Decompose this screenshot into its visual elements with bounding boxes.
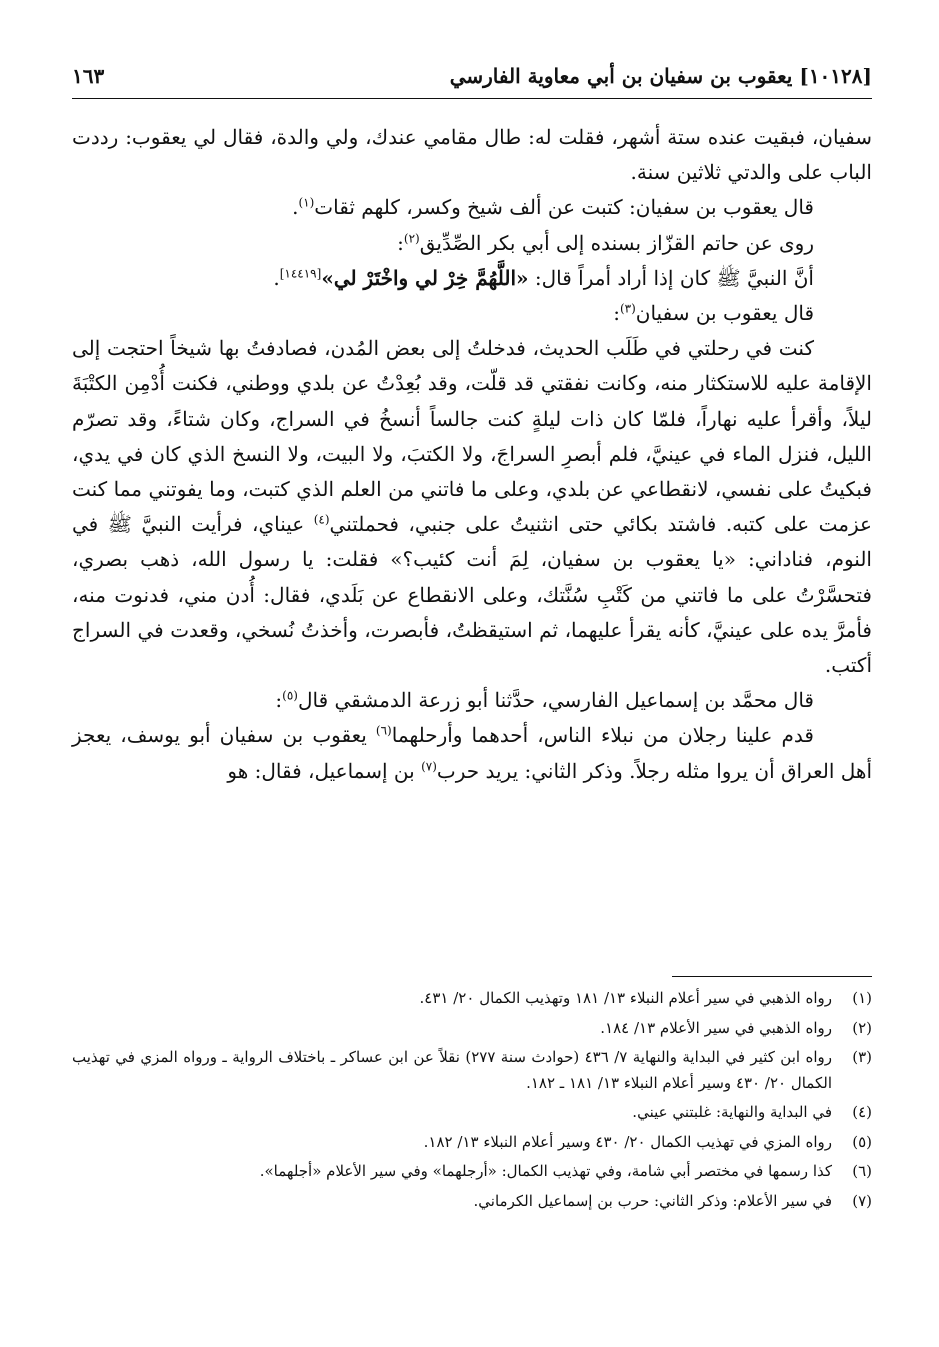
footnote-marker-1[interactable]: (١) bbox=[298, 195, 315, 210]
paragraph-4 bbox=[72, 261, 872, 296]
footnote-text: رواه الذهبي في سير الأعلام ١٣/ ١٨٤. bbox=[600, 1018, 832, 1037]
footnote-marker-4[interactable]: (٤) bbox=[313, 512, 330, 527]
footnote-item bbox=[72, 1045, 872, 1096]
footnote-text: رواه الذهبي في سير أعلام النبلاء ١٣/ ١٨١ وتهذيب الكمال ٢٠/ ٤٣١. bbox=[419, 989, 832, 1007]
paragraph-3-end: : bbox=[397, 230, 404, 255]
footnote-text: في سير الأعلام: وذكر الثاني: حرب بن إسماعيل الكرماني. bbox=[473, 1191, 832, 1210]
paragraph-6 bbox=[72, 331, 872, 683]
paragraph-4-end: . bbox=[273, 265, 280, 290]
footnote-number: (٦) bbox=[852, 1162, 872, 1180]
footnote-item bbox=[72, 1016, 872, 1042]
footnote-marker-3[interactable]: (٣) bbox=[619, 301, 636, 316]
page-number: ١٦٣ bbox=[72, 64, 105, 88]
footnote-text: رواه المزي في تهذيب الكمال ٢٠/ ٤٣٠ وسير أعلام النبلاء ١٣/ ١٨٢. bbox=[423, 1132, 832, 1151]
footnote-marker-7[interactable]: (٧) bbox=[421, 759, 437, 773]
paragraph-5-text: قال يعقوب بن سفيان bbox=[635, 301, 814, 326]
paragraph-2-end: . bbox=[292, 195, 299, 220]
footnote-marker-2[interactable]: (٢) bbox=[403, 230, 420, 245]
paragraph-8-part3: بن إسماعيل، فقال: هو bbox=[227, 758, 422, 783]
paragraph-2 bbox=[72, 190, 872, 225]
paragraph-8-part1: قدم علينا رجلان من نبلاء الناس، أحدهما وأرحلهما bbox=[391, 723, 814, 748]
footnote-item bbox=[72, 1100, 872, 1126]
footnote-item bbox=[72, 1189, 872, 1215]
paragraph-6-part2: عيناي، فرأيت النبيَّ ﷺ في النوم، فناداني: «يا يعقوب بن سفيان، لِمَ أنت كئيب؟» فقلت: يا رسول الله، ذهب بصري، فتحسَّرْتُ على ما فاتني من كَتْبِ سُنَّتك، وعلى الانقطاع عن بَلَدي، فقال: أُدن مني، فدنوت منه، فأمرَّ يده على عينيَّ، كأنه يقرأ عليهما، ثم استيقظتُ، فأبصرت، وأخذتُ نُسخي، وقعدت في السراج أكتب. bbox=[72, 512, 872, 678]
paragraph-7-text: قال محمَّد بن إسماعيل الفارسي، حدَّثنا أبو زرعة الدمشقي قال bbox=[297, 688, 814, 713]
running-title: [١٠١٢٨] يعقوب بن سفيان بن أبي معاوية الفارسي bbox=[449, 64, 872, 88]
page-header bbox=[72, 58, 872, 99]
footnote-divider bbox=[672, 976, 872, 977]
paragraph-1-text: سفيان، فبقيت عنده ستة أشهر، فقلت له: طال مقامي عندك، ولي والدة، فقال لي يعقوب: رددت الباب على والدتي ثلاثين سنة. bbox=[72, 125, 872, 185]
paragraph-5-end: : bbox=[613, 301, 620, 326]
footnote-number: (١) bbox=[852, 989, 872, 1007]
footnote-marker-6[interactable]: (٦) bbox=[375, 723, 392, 738]
paragraph-8-part2: يعقوب بن سفيان أبو يوسف، يعجز أهل العراق أن يروا مثله رجلاً. وذكر الثاني: يريد حرب bbox=[72, 723, 872, 783]
footnote-number: (٥) bbox=[852, 1132, 872, 1151]
paragraph-8 bbox=[72, 718, 872, 788]
footnote-item bbox=[72, 1130, 872, 1156]
footnote-number: (٢) bbox=[852, 1018, 872, 1037]
footnotes bbox=[72, 986, 872, 1214]
footnote-text: في البداية والنهاية: غلبتني عيني. bbox=[632, 1103, 832, 1121]
paragraph-3 bbox=[72, 226, 872, 261]
footnote-number: (٣) bbox=[852, 1048, 872, 1066]
hadith-reference: [١٤٤١٩] bbox=[279, 266, 322, 281]
footnote-number: (٤) bbox=[852, 1103, 872, 1121]
paragraph-4-text: أنَّ النبيَّ ﷺ كان إذا أراد أمراً قال: bbox=[528, 265, 814, 290]
main-text bbox=[72, 120, 872, 789]
paragraph-6-part1: كنت في رحلتي في طَلَب الحديث، فدخلتُ إلى بعض المُدن، فصادفتُ بها شيخاً احتجت إلى الإقامة عليه للاستكثار منه، وكانت نفقتي قد قلّت، وقد بُعِدْتُ عن بلدي ووطني، فكنت أُدْمِن الكتْبَةَ ليلاً، وأقرأ عليه نهاراً، فلمّا كان ذات ليلةٍ كنت جالساً أنسخُ في السراج، وكان شتاءً، وقد تصرّم الليل، فنزل الماء في عينيَّ، فلم أبصرِ السراجَ، ولا الكتبَ، ولا البيت، ولا النسخ الذي كان في يدي، فبكيتُ على نفسي، لانقطاعي عن بلدي، وعلى ما فاتني من العلم الذي كتبت، وما يفوتني مما كنت عزمت على كتبه. فاشتد بكائي حتى انثنيتُ على جنبي، فحملتني bbox=[72, 336, 872, 537]
paragraph-7-end: : bbox=[275, 688, 283, 713]
footnote-number: (٧) bbox=[852, 1191, 872, 1210]
footnote-item bbox=[72, 1159, 872, 1185]
paragraph-7 bbox=[72, 683, 872, 718]
footnote-text: كذا رسمها في مختصر أبي شامة، وفي تهذيب الكمال: «أرجلهما» وفي سير الأعلام «أجلهما». bbox=[259, 1162, 832, 1180]
paragraph-1 bbox=[72, 120, 872, 190]
footnote-marker-5[interactable]: (٥) bbox=[282, 688, 298, 703]
paragraph-3-text: روى عن حاتم القزّاز بسنده إلى أبي بكر الصِّدِّيق bbox=[419, 230, 814, 255]
paragraph-5 bbox=[72, 296, 872, 331]
footnote-item bbox=[72, 986, 872, 1012]
footnote-text: رواه ابن كثير في البداية والنهاية ٧/ ٤٣٦ (حوادث سنة ٢٧٧) نقلاً عن ابن عساكر ـ باختلاف الرواية ـ ورواه المزي في تهذيب الكمال ٢٠/ ٤٣٠ وسير أعلام النبلاء ١٣/ ١٨١ ـ ١٨٢. bbox=[72, 1048, 832, 1092]
hadith-text: «اللَّهُمَّ خِرْ لي واخْتَرْ لي» bbox=[321, 265, 529, 290]
paragraph-2-text: قال يعقوب بن سفيان: كتبت عن ألف شيخ وكسر، كلهم ثقات bbox=[314, 195, 814, 220]
